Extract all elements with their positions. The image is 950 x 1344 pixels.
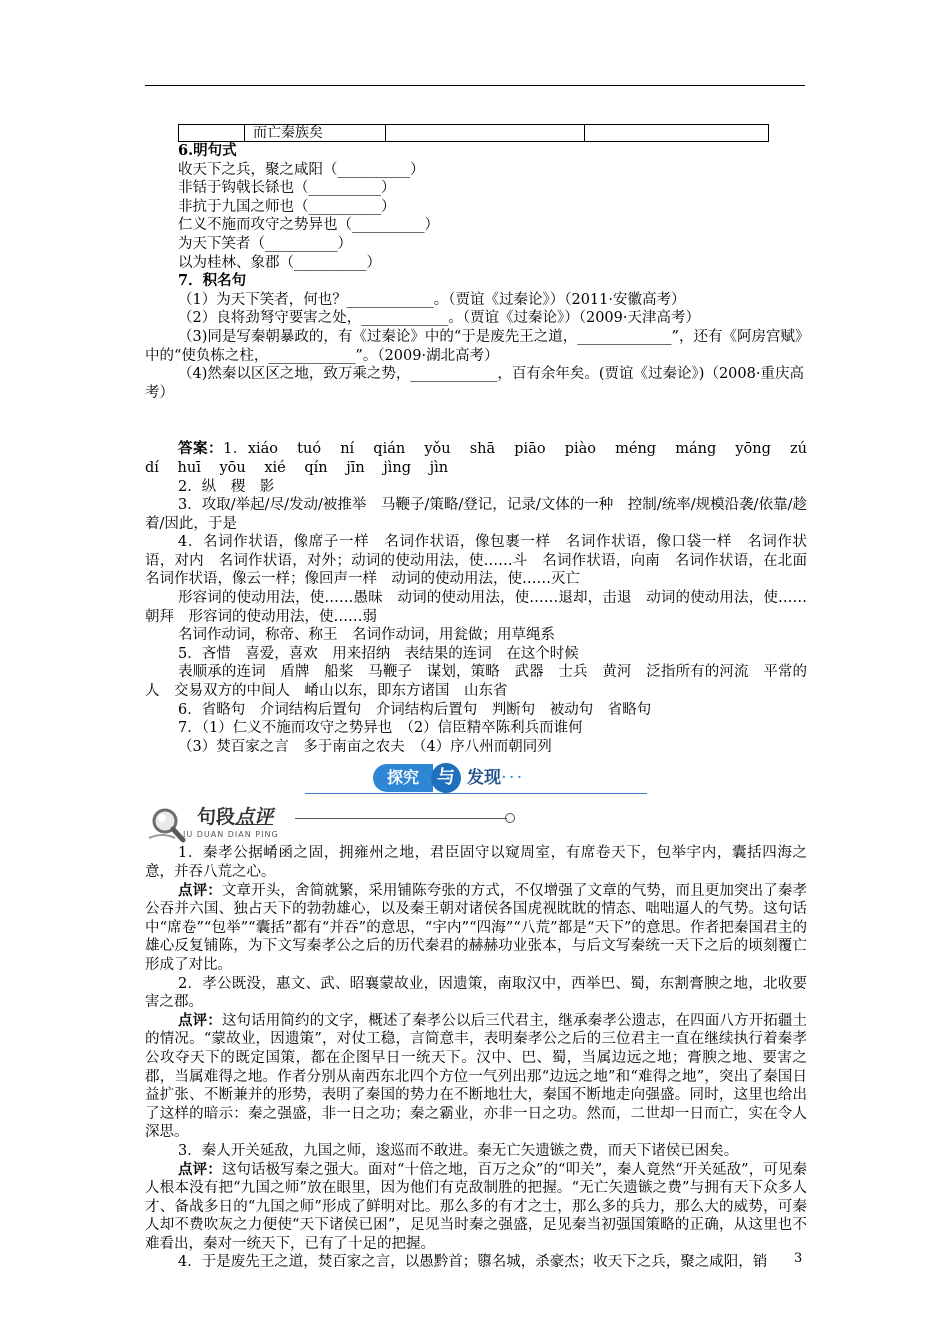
banner-underline xyxy=(305,793,647,794)
comment-quote: 4．于是废先王之道，焚百家之言，以愚黔首；隳名城，杀豪杰；收天下之兵，聚之咸阳，销 xyxy=(178,1254,768,1271)
answer-line: 6．省略句 介词结构后置句 介词结构后置句 判断句 被动句 省略句 xyxy=(178,701,652,718)
section-heading: 7．积名句 xyxy=(178,272,247,290)
answers xyxy=(145,440,822,756)
answers-label: 答案： xyxy=(178,440,224,458)
continuation-table xyxy=(178,124,769,142)
list-item: （4)然秦以区区之地，致万乘之势，____________，百有余年矣。(贾谊《过秦论》)（2008·重庆高考） xyxy=(145,366,804,401)
table-cell xyxy=(585,125,769,142)
list-item: （2）良将劲弩守要害之处，____________。（贾谊《过秦论》）（2009·天津高考） xyxy=(178,310,700,327)
list-item: 以为桂林、象郡（__________） xyxy=(178,254,381,271)
section-7 xyxy=(145,272,807,402)
section-title: 句段点评 xyxy=(197,806,274,829)
section-line xyxy=(295,818,507,819)
comment-label: 点评： xyxy=(178,1160,222,1178)
table-row xyxy=(179,125,769,142)
list-item: 非铦于钩戟长铩也（__________） xyxy=(178,180,396,197)
comment-label: 点评： xyxy=(178,881,222,899)
header-rule xyxy=(145,85,805,86)
answer-line: 5．吝惜 喜爱，喜欢 用来招纳 表结果的连词 在这个时候 xyxy=(178,645,579,662)
banner-left-text: 探究 xyxy=(373,764,433,792)
answer-line: 1．xiáo tuó ní qián yǒu shā piāo piào méng máng yōng zú dí huī yōu xié qín jīn jìng jìn xyxy=(145,441,808,476)
page-content xyxy=(145,124,822,1272)
table-cell: 而亡秦族矣 xyxy=(245,125,386,142)
section-ring xyxy=(505,813,515,823)
answer-line: 3．攻取/举起/尽/发动/被推举 马鞭子/策略/登记，记录/文体的一种 控制/统率/规模沿袭/依靠/趁着/因此，于是 xyxy=(145,497,807,532)
answer-line: 名词作动词，称帝、称王 名词作动词，用瓮做；用草绳系 xyxy=(178,627,555,644)
banner-dots: ··· xyxy=(501,767,525,789)
explore-banner xyxy=(145,758,807,804)
answer-line: （3）焚百家之言 多于南亩之农夫 （4）序八州而朝同列 xyxy=(178,738,552,755)
section-pinyin: JU DUAN DIAN PING xyxy=(183,830,279,840)
comment-quote: 2．孝公既没，惠文、武、昭襄蒙故业，因遗策，南取汉中，西举巴、蜀，东割膏腴之地，北收要害之郡。 xyxy=(145,975,807,1011)
list-item: 为天下笑者（__________） xyxy=(178,235,352,252)
answer-line: 表顺承的连词 盾牌 船桨 马鞭子 谋划，策略 武器 士兵 黄河 泛指所有的河流 平常的人 交易双方的中间人 崤山以东，即东方诸国 山东省 xyxy=(145,664,807,700)
comment-text: 这句话极写秦之强大。面对“十倍之地，百万之众”的“叩关”，秦人竟然“开关延敌”，可见秦人根本没有把“九国之师”放在眼里，因为他们有克敌制胜的把握。“无亡矢遗镞之费”与拥有天下众多人才、备战多日的“九国之师”形成了鲜明对比。那么多的有才之士，那么多的兵力，那么大的威势，可秦人却不费吹灰之力便使“天下诸侯已困”，足见当时秦之强盛，足见秦当初强国策略的正确，从这里也不难看出，秦对一统天下，已有了十足的把握。 xyxy=(145,1161,808,1252)
comment-quote: 3．秦人开关延敌，九国之师，逡巡而不敢进。秦无亡矢遗镞之费，而天下诸侯已困矣。 xyxy=(178,1142,739,1159)
answer-line: 2．纵 稷 影 xyxy=(178,478,275,495)
list-item: 收天下之兵，聚之咸阳（__________） xyxy=(178,161,425,178)
page-number: 3 xyxy=(794,1251,803,1266)
list-item: （1）为天下笑者，何也？____________。（贾谊《过秦论》）（2011·安徽高考） xyxy=(178,291,686,308)
comment-text: 这句话用简约的文字，概述了秦孝公以后三代君主，继承秦孝公遗志，在四面八方开拓疆土的情况。“蒙故业，因遗策”，对仗工稳，言简意丰，表明秦孝公之后的三位君主一直在继续执行着秦孝公攻夺天下的既定国策，都在企图早日一统天下。汉中、巴、蜀，当属边远之地；膏腴之地、要害之郡，当属难得之地。作者分别从南西东北四个方位一气列出那“边远之地”和“难得之地”，突出了秦国日益扩张、不断兼并的形势，表明了秦国的势力在不断地壮大，秦国不断地走向强盛。同时，这里也给出了这样的暗示：秦之强盛，非一日之功；秦之霸业，亦非一日之功。然而，二世却一日而亡，实在令人深思。 xyxy=(145,1012,808,1141)
comment-quote: 1．秦孝公据崤函之固，拥雍州之地，君臣固守以窥周室，有席卷天下，包举宇内，囊括四海之意，并吞八荒之心。 xyxy=(145,845,807,880)
answer-line: 4．名词作状语，像席子一样 名词作状语，像包裹一样 名词作状语，像口袋一样 名词作状语，对内 名词作状语，对外；动词的使动用法，使……斗 名词作状语，向南 名词作状语，在北面 名词作状语，像云一样；像回声一样 动词的使动用法，使……灭亡 xyxy=(145,534,822,588)
answer-line: 7．（1）仁义不施而攻守之势异也 （2）信臣精卒陈利兵而谁何 xyxy=(178,720,583,737)
comment-label: 点评： xyxy=(178,1011,222,1029)
table-cell xyxy=(386,125,585,142)
list-item: 非抗于九国之师也（__________） xyxy=(178,198,396,215)
section-heading: 6.明句式 xyxy=(178,142,237,159)
section-header xyxy=(145,804,807,844)
banner-right-text: 发现 xyxy=(467,768,502,789)
section-6 xyxy=(145,142,807,272)
list-item: 仁义不施而攻守之势异也（__________） xyxy=(178,217,439,234)
banner-mid-text: 与 xyxy=(431,763,461,793)
list-item: （3)同是写秦朝暴政的，有《过秦论》中的“于是废先王之道，_____________”，还有《阿房宫赋》中的“使负栋之柱，____________”。（2009·湖北高考） xyxy=(145,328,803,364)
answer-line: 形容词的使动用法，使……愚昧 动词的使动用法，使……退却，击退 动词的使动用法，使……朝拜 形容词的使动用法，使……弱 xyxy=(145,590,807,625)
comments xyxy=(145,844,807,1272)
comment-text: 文章开头，舍简就繁，采用铺陈夸张的方式，不仅增强了文章的气势，而且更加突出了秦孝公吞并六国、独占天下的勃勃雄心，以及秦王朝对诸侯各国虎视眈眈的情态、咄咄逼人的气势。这句话中“席卷”“包举”“囊括”都有“并吞”的意思，“宇内”“四海”“八荒”都是“天下”的意思。作者把秦国君主的雄心反复铺陈，为下文写秦孝公之后的历代秦君的赫赫功业张本，与后文写秦统一天下之后的顷刻覆亡形成了对比。 xyxy=(145,882,808,973)
table-cell xyxy=(179,125,245,142)
